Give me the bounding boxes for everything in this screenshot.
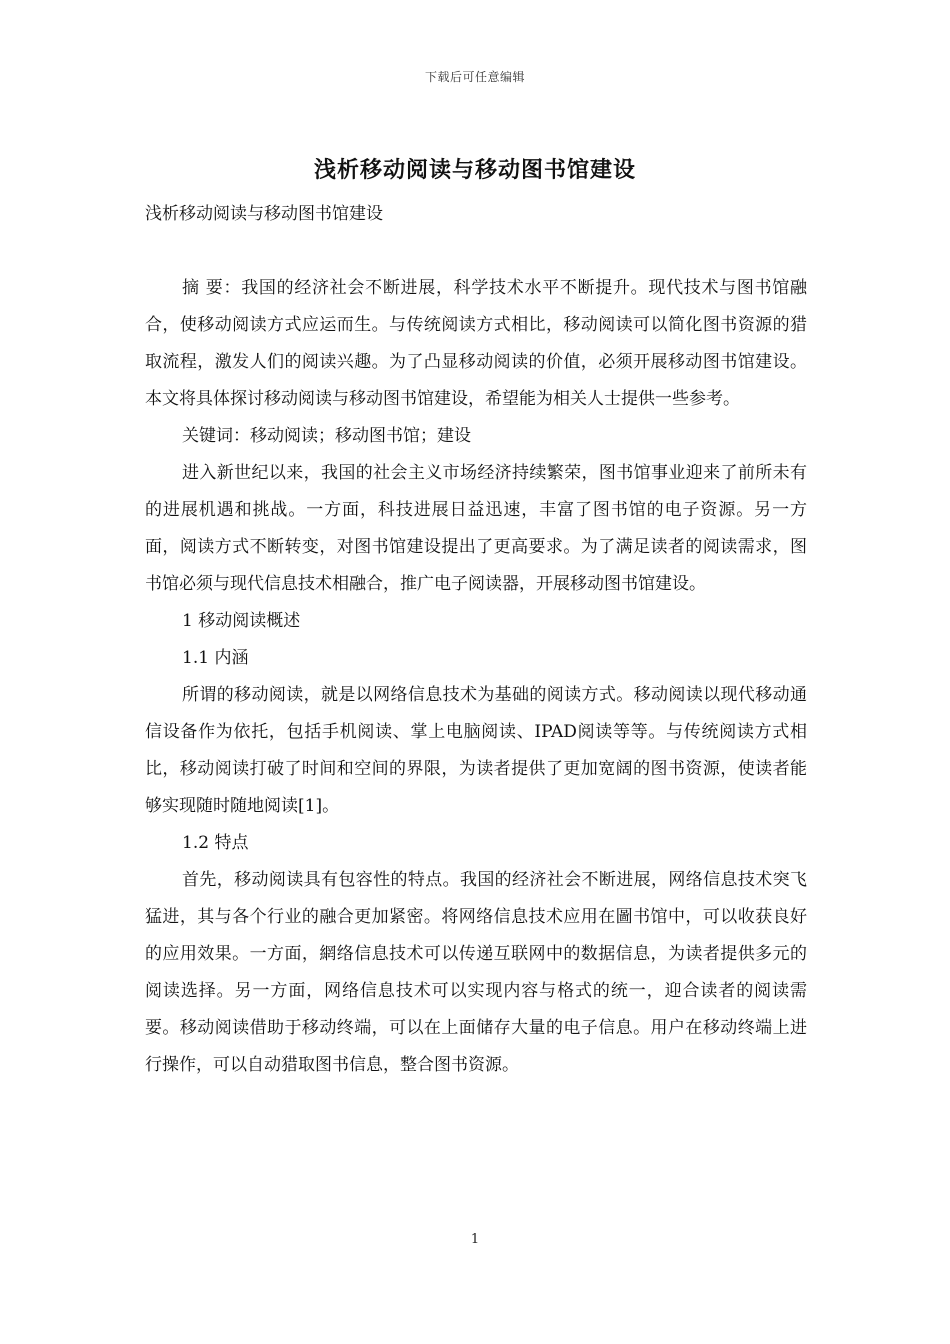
section-heading-1: 1 移动阅读概述 — [182, 611, 301, 631]
abstract-paragraph: 摘 要：我国的经济社会不断进展，科学技术水平不断提升。现代技术与图书馆融合，使移动阅读方式应运而生。与传统阅读方式相比，移动阅读可以简化图书资源的猎取流程，激发人们的阅读兴趣。为了凸显移动阅读的价值，必须开展移动图书馆建设。本文将具体探讨移动阅读与移动图书馆建设，希望能为相关人士提供一些参考。 — [145, 278, 807, 409]
document-subtitle: 浅析移动阅读与移动图书馆建设 — [145, 204, 383, 224]
page-number: 1 — [470, 1232, 480, 1247]
intro-paragraph: 进入新世纪以来，我国的社会主义市场经济持续繁荣，图书馆事业迎来了前所未有的进展机遇和挑战。一方面，科技进展日益迅速，丰富了图书馆的电子资源。另一方面，阅读方式不断转变，对图书馆建设提出了更高要求。为了满足读者的阅读需求，图书馆必须与现代信息技术相融合，推广电子阅读器，开展移动图书馆建设。 — [145, 463, 807, 594]
keywords-paragraph: 关键词：移动阅读；移动图书馆；建设 — [182, 426, 471, 446]
document-title: 浅析移动阅读与移动图书馆建设 — [313, 157, 636, 183]
section-heading-1-2: 1.2 特点 — [182, 833, 249, 853]
section-heading-1-1: 1.1 内涵 — [182, 648, 249, 668]
definition-paragraph: 所谓的移动阅读，就是以网络信息技术为基础的阅读方式。移动阅读以现代移动通信设备作为依托，包括手机阅读、掌上电脑阅读、IPAD阅读等等。与传统阅读方式相比，移动阅读打破了时间和空间的界限，为读者提供了更加宽阔的图书资源，使读者能够实现随时随地阅读[1]。 — [145, 685, 807, 816]
header-note: 下载后可任意编辑 — [424, 70, 525, 84]
features-paragraph: 首先，移动阅读具有包容性的特点。我国的经济社会不断进展，网络信息技术突飞猛进，其与各个行业的融合更加紧密。将网络信息技术应用在圖书馆中，可以收获良好的应用效果。一方面，網络信息技术可以传递互联网中的数据信息，为读者提供多元的阅读选择。另一方面，网络信息技术可以实现内容与格式的统一，迎合读者的阅读需要。移动阅读借助于移动终端，可以在上面储存大量的电子信息。用户在移动终端上进行操作，可以自动猎取图书信息，整合图书资源。 — [145, 870, 807, 1075]
document-body — [145, 196, 807, 1084]
